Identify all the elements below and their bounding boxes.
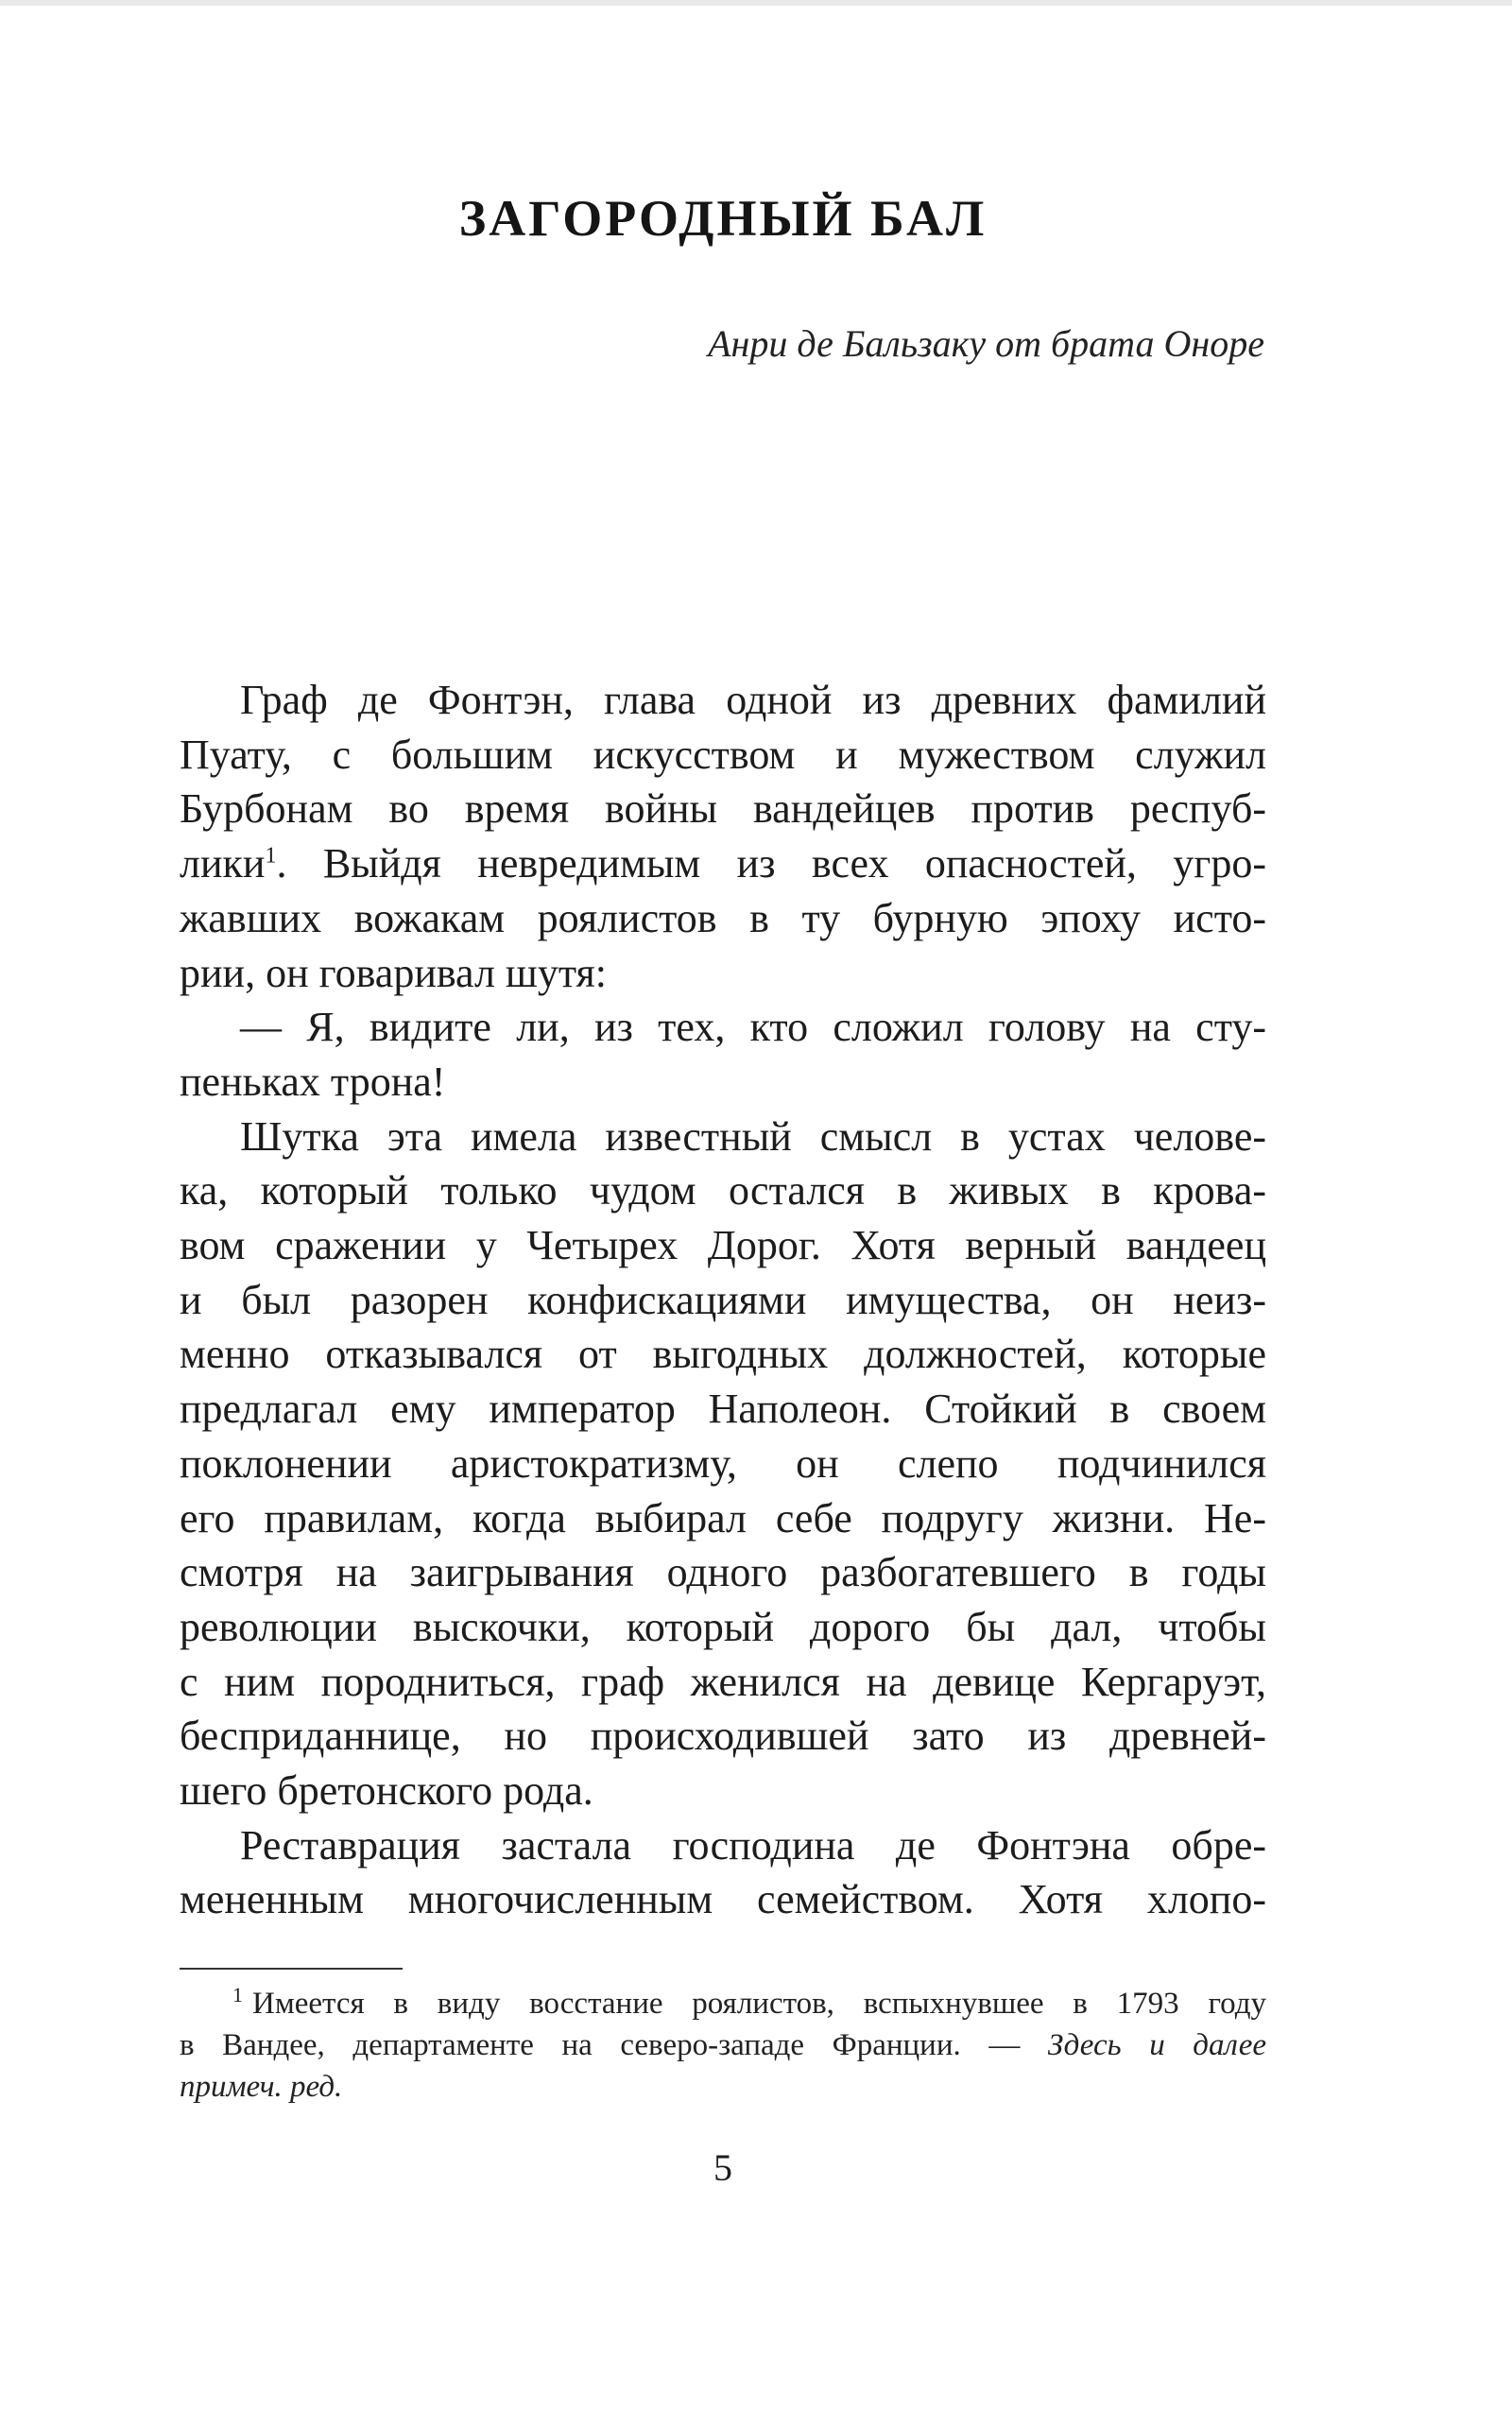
footnote-line-2 [180,2024,1266,2066]
p3-line-2: ка, который только чудом остался в живых в крова- [180,1167,1266,1214]
p1-line-3: Бурбонам во время войны вандейцев против респуб- [180,785,1266,833]
p1-line-2: Пуату, с большим искусством и мужеством служил [180,731,1266,778]
p1-line-4a: лики [180,840,266,887]
page-number: 5 [713,2146,732,2189]
p1-line-1: Граф де Фонтэн, глава одной из древних фамилий [240,677,1266,723]
footnote-line-3 [180,2066,1266,2108]
footnote-separator [180,1968,403,1970]
p3-line-6: предлагал ему император Наполеон. Стойкий в своем [180,1386,1266,1433]
footnote-line-3-text: примеч. ред. [180,2070,343,2104]
p1-line-4b: . Выйдя невредимым из всех опасностей, угро- [276,840,1266,887]
p1-line-6: рии, он говаривал шутя: [180,949,607,996]
chapter-title: ЗАГОРОДНЫЙ БАЛ [458,190,988,247]
p1-line-5: жавших вожакам роялистов в ту бурную эпоху исто- [180,894,1266,941]
p4-line-1: Реставрация застала господина де Фонтэна обре- [240,1821,1266,1869]
footnote-number: 1 [232,1983,243,2006]
p3-line-3: вом сражении у Четырех Дорог. Хотя верный вандеец [180,1222,1266,1269]
p1-line-4 [180,836,1266,891]
p3-line-9: смотря на заигрывания одного разбогатевшего в годы [180,1549,1266,1596]
p3-line-13: шего бретонского рода. [180,1767,593,1815]
main-text [180,673,1266,1927]
p3-line-7: поклонении аристократизму, он слепо подчинился [180,1439,1266,1487]
p3-line-8: его правилам, когда выбирал себе подругу жизни. Не- [180,1494,1266,1541]
footnote-line-1-text: Имеется в виду восстание роялистов, вспыхнувшее в 1793 году [252,1987,1266,2021]
p4-line-2: мененным многочисленным семейством. Хотя хлопо- [180,1876,1266,1923]
footnote-line-2b: Здесь и далее [1047,2028,1266,2062]
epigraph-dedication: Анри де Бальзаку от брата Оноре [708,322,1264,365]
p3-line-10: революции выскочки, который дорого бы дал, чтобы [180,1603,1266,1650]
p3-line-11: с ним породниться, граф женился на девице Кергаруэт, [180,1658,1266,1705]
p3-line-4: и был разорен конфискациями имущества, он неиз- [180,1276,1266,1323]
footnote [180,1983,1266,2108]
footnote-line-2a: в Вандее, департаменте на северо-западе Франции. — [180,2028,1021,2062]
footnote-line-1 [180,1983,1266,2024]
footnote-reference-1: 1 [265,843,277,869]
p3-line-1: Шутка эта имела известный смысл в устах челове- [240,1112,1266,1160]
p3-line-5: менно отказывался от выгодных должностей, которые [180,1331,1266,1378]
p2-line-1: — Я, видите ли, из тех, кто сложил голову на сту- [240,1004,1266,1051]
p3-line-12: бесприданнице, но происходившей зато из древней- [180,1713,1266,1760]
p2-line-2: пеньках трона! [180,1058,446,1105]
top-edge-rule [0,0,1512,6]
